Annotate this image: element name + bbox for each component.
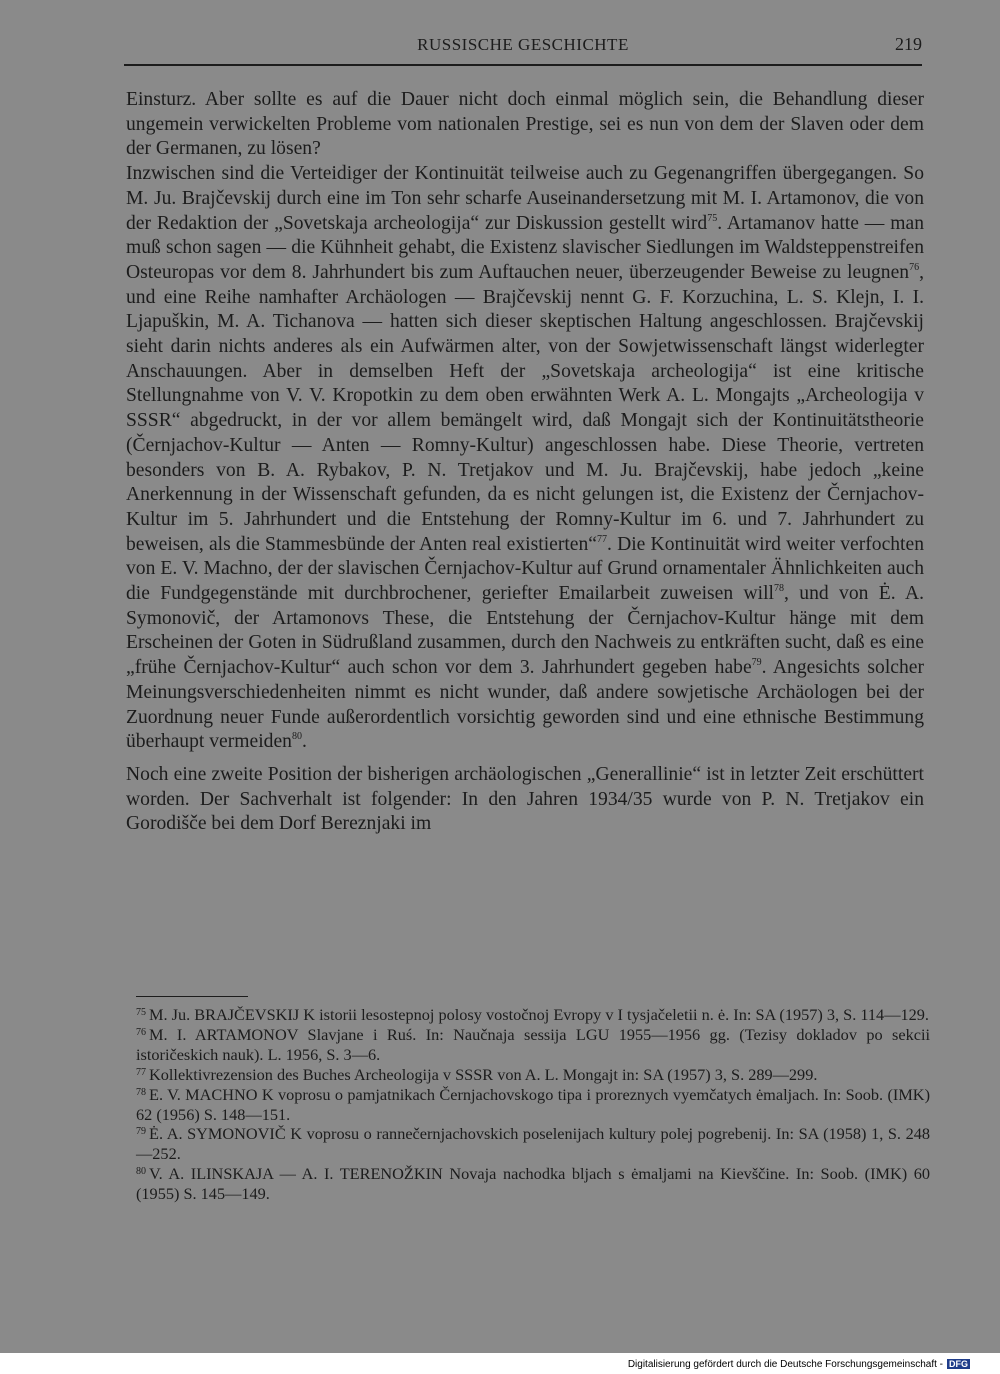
footnote-text: Kollektivrezension des Buches Archeologija v SSSR von A. L. Mongajt in: SA (1957) 3, S. 289—299. xyxy=(149,1064,818,1084)
page-number: 219 xyxy=(895,34,922,54)
footnote-ref-76[interactable]: 76 xyxy=(909,261,920,273)
footnote-number: 75 xyxy=(136,1007,146,1018)
footnote-number: 80 xyxy=(136,1166,146,1178)
paragraph-2-text: . Die Kontinuität wird weiter verfochten von E. V. Machno, der der slavischen Černjachov-Kultur auf Grund ornamentaler Ähnlichkeiten auch die Fundgegenstände mit durchbrochener, geriefter Emailarbeit zuweisen will xyxy=(126,533,924,605)
footnote-number: 78 xyxy=(136,1086,146,1098)
footnote-ref-80[interactable]: 80 xyxy=(291,731,302,743)
footnote-ref-78[interactable]: 78 xyxy=(774,583,784,595)
footnote-text: M. I. ARTAMONOV Slavjane i Ruś. In: Naučnaja sessija LGU 1955—1956 gg. (Tezisy dokladov po sekcii istoričeskich nauk). L. 1956, S. 3—6. xyxy=(136,1024,930,1064)
footnote-78 xyxy=(136,1085,930,1125)
dfg-logo[interactable]: DFG xyxy=(949,1359,968,1369)
paragraph-2-text: . Angesichts solcher Meinungsverschiedenheiten nimmt es nicht wunder, daß andere sowjetische Archäologen bei der Zuordnung neuer Funde außerordentlich vorsichtig geworden sind und eine ethnische Bestimmung überhaupt vermeiden xyxy=(126,657,924,753)
footnote-ref-77[interactable]: 77 xyxy=(597,533,607,545)
footnote-divider xyxy=(136,996,248,997)
footnote-number: 79 xyxy=(136,1126,146,1138)
paragraph-2-text: , und von Ė. A. Symonovič, der Artamonovs These, die Entstehung der Černjachov-Kultur hänge mit dem Erscheinen der Goten in Südrußland zusammen, durch den Nachweis zu entkräften sucht, daß es eine „frühe Černjachov-Kultur“ auch schon vor dem 3. Jahrhundert gegeben habe xyxy=(126,583,925,679)
footnotes xyxy=(136,1005,930,1204)
paragraph-2-text: , und eine Reihe namhafter Archäologen — Brajčevskij nennt G. F. Korzuchina, L. S. Klejn, I. I. Ljapuškin, M. A. Tichanova — hatten sich dieser skeptischen Haltung angeschlossen. Brajčevskij sieht darin nichts anderes als ein Aufwärmen alter, von der Sowjetwissenschaft längst widerlegter Anschauungen. Aber in demselben Heft der „Sovetskaja archeologija“ ist eine kritische Stellungnahme von V. V. Kropotkin zu dem oben erwähnten Werk A. L. Mongajts „Archeologija v SSSR“ abgedruckt, in der vor allem bemängelt wird, daß Mongajt sich der Kontinuitätstheorie (Černjachov-Kultur — Anten — Romny-Kultur) angeschlossen habe. Diese Theorie, vertreten besonders von B. A. Rybakov, P. N. Tretjakov und M. Ju. Brajčevskij, habe jedoch „keine Anerkennung in der Wissenschaft gefunden, da es nicht gelungen ist, die Existenz der Černjachov-Kultur im 5. Jahrhundert und die Entstehung der Romny-Kultur im 6. und 7. Jahrhundert zu beweisen, als die Stammesbünde der Anten real existierten“ xyxy=(126,261,924,555)
running-title: RUSSISCHE GESCHICHTE xyxy=(417,35,629,54)
paragraph-1: Einsturz. Aber sollte es auf die Dauer nicht doch einmal möglich sein, die Behandlung dieser ungemein verwickelten Probleme vom nationalen Prestige, sei es nun von dem der Slaven oder dem der Germanen, zu lösen? xyxy=(126,89,924,160)
credit-text: Digitalisierung gefördert durch die Deutsche Forschungsgemeinschaft - xyxy=(627,1359,943,1370)
paragraph-2 xyxy=(126,162,924,755)
page-header xyxy=(124,32,922,66)
paragraph-3: Noch eine zweite Position der bisherigen archäologischen „Generallinie“ ist in letzter Zeit erschüttert worden. Der Sachverhalt ist folgender: In den Jahren 1934/35 wurde von P. N. Tretjakov ein Gorodišče bei dem Dorf Bereznjaki im xyxy=(126,763,924,835)
footnote-number: 76 xyxy=(136,1026,146,1038)
footnote-80 xyxy=(136,1164,930,1204)
footnote-text: V. A. ILINSKAJA — A. I. TERENOŽKIN Novaja nachodka bljach s ėmaljami na Kievščine. In: Soob. (IMK) 60 (1955) S. 145—149. xyxy=(136,1164,930,1204)
footnote-text: Ė. A. SYMONOVIČ K voprosu o rannečernjachovskich poselenijach kultury polej pogrebenij. In: SA (1958) 1, S. 248—252. xyxy=(136,1124,930,1164)
body-text xyxy=(126,88,924,837)
footnote-77 xyxy=(136,1065,930,1085)
footnote-text: E. V. MACHNO K voprosu o pamjatnikach Černjachovskogo tipa i proreznych vyemčatych ėmaljach. In: Soob. (IMK) 62 (1956) S. 148—151. xyxy=(136,1084,930,1124)
footnote-76 xyxy=(136,1025,930,1065)
footnote-79 xyxy=(136,1124,930,1164)
paragraph-2-text: . Artamanov hatte — man muß schon sagen — die Kühnheit gehabt, die Existenz slavischer Siedlungen im Waldsteppenstreifen Osteuropas vor dem 8. Jahrhundert bis zum Auftauchen neuer, überzeugender Beweise zu leugnen xyxy=(126,212,924,283)
digitization-credit xyxy=(628,1359,970,1370)
footnote-text: M. Ju. BRAJČEVSKIJ K istorii lesostepnoj polosy vostočnoj Evropy v I tysjačeletii n. ė. In: SA (1957) 3, S. 114—129. xyxy=(149,1005,929,1024)
footnote-75 xyxy=(136,1005,930,1025)
footnote-ref-79[interactable]: 79 xyxy=(751,657,762,669)
footnote-number: 77 xyxy=(136,1066,146,1078)
footnote-ref-75[interactable]: 75 xyxy=(707,212,718,224)
paragraph-2-text: . xyxy=(301,731,307,753)
paragraph-2-text: Inzwischen sind die Verteidiger der Kontinuität teilweise auch zu Gegenangriffen übergegangen. So M. Ju. Brajčevskij durch eine im Ton sehr scharfe Auseinandersetzung mit M. I. Artamonov, die von der Redaktion der „Sovetskaja archeologija“ zur Diskussion gestellt wird xyxy=(126,163,924,234)
